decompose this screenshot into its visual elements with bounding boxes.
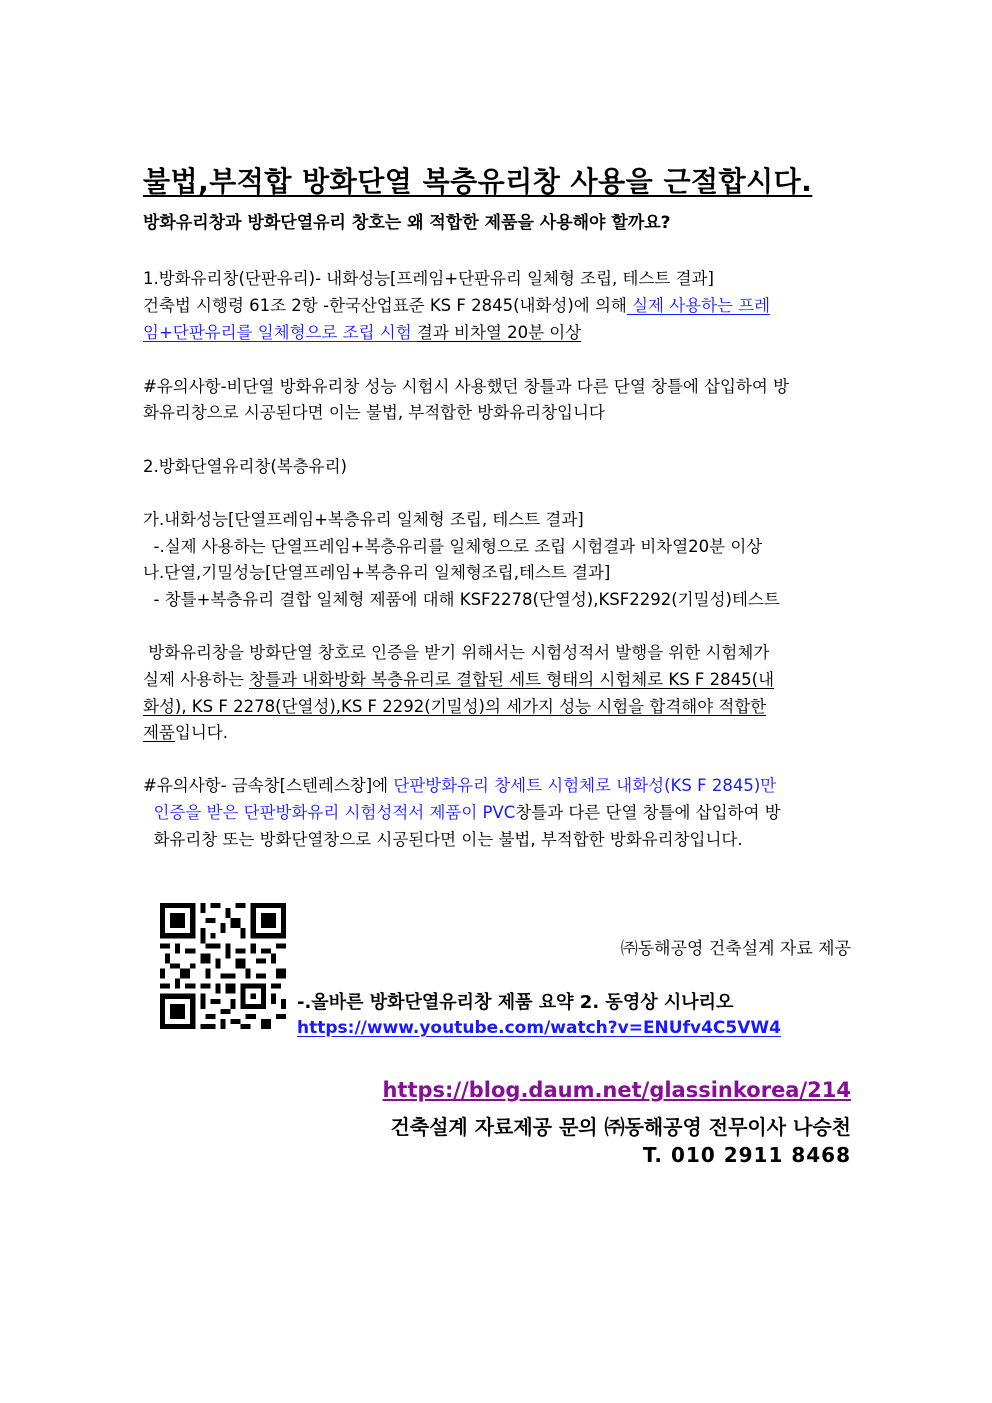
note2-line1-highlight: 단판방화유리 창세트 시험체로 내화성(KS F 2845)만 [393,776,777,795]
phone-number: T. 010 2911 8468 [642,1143,851,1167]
credit-text: ㈜동해공영 건축설계 자료 제공 [620,939,851,959]
paragraph-line4-underlined: 제품 [143,723,175,742]
paragraph-line3 [143,694,766,720]
section1-heading: 1.방화유리창(단판유리)- 내화성능[프레임+단판유리 일체형 조립, 테스트 결과] [143,269,714,288]
note2-line2-text: 창틀과 다른 단열 창틀에 삽입하여 방 [515,803,781,822]
section1-line2-text: 건축법 시행령 61조 2항 -한국산업표준 KS F 2845(내화성)에 의해 [143,296,627,315]
section2-a-item: -.실제 사용하는 단열프레임+복층유리를 일체형으로 조립 시험결과 비차열20분 이상 [143,537,763,556]
section1-line3-text: 결과 비차열 [416,323,508,342]
section1-line3-link: 임+단판유리를 일체형으로 조립 시험 [143,323,417,342]
section2-b-heading: 나.단열,기밀성능[단열프레임+복층유리 일체형조립,테스트 결과] [143,563,611,582]
section2-b-item: - 창틀+복층유리 결합 일체형 제품에 대해 KSF2278(단열성),KSF2292(기밀성)테스트 [143,590,780,609]
blog-link[interactable]: https://blog.daum.net/glassinkorea/214 [382,1078,851,1102]
paragraph-line1: 방화유리창을 방화단열 창호로 인증을 받기 위해서는 시험성적서 발행을 위한 시험체가 [143,643,770,662]
qr-code-icon[interactable] [160,903,286,1029]
section2-heading: 2.방화단열유리창(복층유리) [143,457,347,476]
note2-line1 [143,773,776,799]
paragraph-line3-underlined: 화성), KS F 2278(단열성),KS F 2292(기밀성)의 세가지 성능 시험을 합격해야 적합한 [143,697,767,716]
page-subtitle: 방화유리창과 방화단열유리 창호는 왜 적합한 제품을 사용해야 할까요? [143,213,671,233]
section2-a-heading: 가.내화성능[단열프레임+복층유리 일체형 조립, 테스트 결과] [143,510,584,529]
page-title: 불법,부적합 방화단열 복층유리창 사용을 근절합시다. [143,165,813,198]
note2-line3: 화유리창 또는 방화단열창으로 시공된다면 이는 불법, 부적합한 방화유리창입니다. [143,830,743,849]
section1-line2-link: 실제 사용하는 프레 [626,296,771,315]
paragraph-line2-text: 실제 사용하는 [143,670,250,689]
note1-line2: 화유리창으로 시공된다면 이는 불법, 부적합한 방화유리창입니다 [143,403,605,422]
paragraph-line2-underlined: 창틀과 내화방화 복층유리로 결합된 세트 형태의 시험체로 KS F 2845(내 [249,670,775,689]
paragraph-line4-text: 입니다. [174,723,228,742]
section1-duration: 20분 이상 [507,323,582,342]
section1-line3 [143,320,581,346]
video-title: -.올바른 방화단열유리창 제품 요약 2. 동영상 시나리오 [297,992,734,1013]
youtube-link[interactable]: https://www.youtube.com/watch?v=ENUfv4C5VW4 [297,1018,781,1038]
note2-line2 [143,800,781,826]
note2-line1-text: #유의사항- 금속창[스텐레스창]에 [143,776,394,795]
note2-line2-highlight: 인증을 받은 단판방화유리 시험성적서 제품이 PVC [143,803,516,822]
section1-line2 [143,293,770,319]
paragraph-line2 [143,667,774,693]
paragraph-line4 [143,720,228,746]
note1-line1: #유의사항-비단열 방화유리창 성능 시험시 사용했던 창틀과 다른 단열 창틀에 삽입하여 방 [143,377,790,396]
contact-text: 건축설계 자료제공 문의 ㈜동해공영 전무이사 나승천 [390,1115,851,1139]
